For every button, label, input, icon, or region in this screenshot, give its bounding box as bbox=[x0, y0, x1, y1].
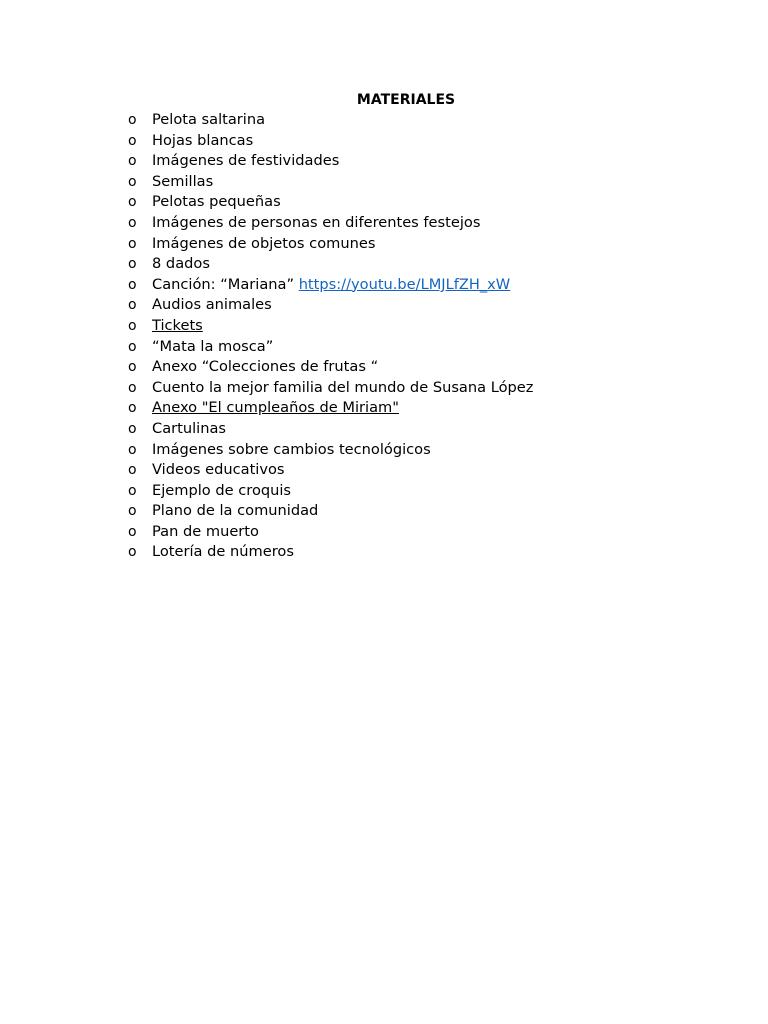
bullet-icon: o bbox=[128, 317, 137, 334]
item-text: Pan de muerto bbox=[152, 522, 259, 540]
item-text: Pelotas pequeñas bbox=[152, 193, 281, 211]
list-item bbox=[128, 131, 533, 152]
list-item bbox=[128, 275, 533, 296]
list-item bbox=[128, 398, 533, 419]
list-item bbox=[128, 419, 533, 440]
list-item bbox=[128, 295, 533, 316]
item-text: Pelota saltarina bbox=[152, 111, 266, 128]
bullet-icon: o bbox=[128, 462, 137, 479]
list-item bbox=[128, 192, 533, 213]
item-text: Hojas blancas bbox=[152, 131, 254, 149]
bullet-icon: o bbox=[128, 441, 137, 458]
list-item bbox=[128, 254, 533, 275]
bullet-icon: o bbox=[128, 256, 137, 273]
item-text: Semillas bbox=[152, 172, 214, 190]
bullet-icon: o bbox=[128, 400, 137, 417]
item-text: Imágenes sobre cambios tecnológicos bbox=[152, 440, 431, 458]
item-text: Ejemplo de croquis bbox=[152, 481, 292, 499]
item-text: Videos educativos bbox=[152, 461, 285, 479]
bullet-icon: o bbox=[128, 544, 137, 561]
item-text: 8 dados bbox=[152, 255, 210, 273]
bullet-icon: o bbox=[128, 235, 137, 252]
bullet-icon: o bbox=[128, 276, 137, 293]
item-text: Imágenes de festividades bbox=[152, 152, 340, 170]
item-text: Imágenes de personas en diferentes festejos bbox=[152, 213, 481, 231]
list-item bbox=[128, 481, 533, 502]
page-title: MATERIALES bbox=[356, 92, 456, 108]
item-text: Cartulinas bbox=[152, 419, 227, 437]
list-item bbox=[128, 110, 533, 131]
youtube-link[interactable]: https://youtu.be/LMJLfZH_xW bbox=[298, 275, 511, 293]
item-text: Canción: “Mariana” bbox=[152, 275, 299, 293]
item-text: Lotería de números bbox=[152, 543, 294, 561]
bullet-icon: o bbox=[128, 523, 137, 540]
bullet-icon: o bbox=[128, 112, 137, 128]
item-text: Audios animales bbox=[152, 296, 272, 314]
item-text: Cuento la mejor familia del mundo de Susana López bbox=[152, 378, 534, 396]
bullet-icon: o bbox=[128, 153, 137, 170]
bullet-icon: o bbox=[128, 503, 137, 520]
list-item bbox=[128, 234, 533, 255]
list-item bbox=[128, 357, 533, 378]
bullet-icon: o bbox=[128, 482, 137, 499]
underlined-item-text[interactable]: Anexo "El cumpleaños de Miriam" bbox=[152, 399, 399, 417]
underlined-item-text[interactable]: Tickets bbox=[152, 316, 203, 334]
materials-list bbox=[128, 110, 533, 563]
list-item bbox=[128, 151, 533, 172]
bullet-icon: o bbox=[128, 297, 137, 314]
list-item bbox=[128, 440, 533, 461]
list-item bbox=[128, 213, 533, 234]
bullet-icon: o bbox=[128, 420, 137, 437]
bullet-icon: o bbox=[128, 359, 137, 376]
list-item bbox=[128, 460, 533, 481]
list-item bbox=[128, 522, 533, 543]
list-item bbox=[128, 542, 533, 563]
list-item bbox=[128, 501, 533, 522]
bullet-icon: o bbox=[128, 214, 137, 231]
item-text: Anexo “Colecciones de frutas “ bbox=[152, 358, 379, 376]
bullet-icon: o bbox=[128, 338, 137, 355]
list-item bbox=[128, 378, 533, 399]
bullet-icon: o bbox=[128, 379, 137, 396]
item-text: “Mata la mosca” bbox=[152, 337, 274, 355]
list-item bbox=[128, 337, 533, 358]
list-item bbox=[128, 316, 533, 337]
item-text: Imágenes de objetos comunes bbox=[152, 234, 376, 252]
item-text: Plano de la comunidad bbox=[152, 502, 319, 520]
list-item bbox=[128, 172, 533, 193]
bullet-icon: o bbox=[128, 173, 137, 190]
bullet-icon: o bbox=[128, 132, 137, 149]
bullet-icon: o bbox=[128, 194, 137, 211]
